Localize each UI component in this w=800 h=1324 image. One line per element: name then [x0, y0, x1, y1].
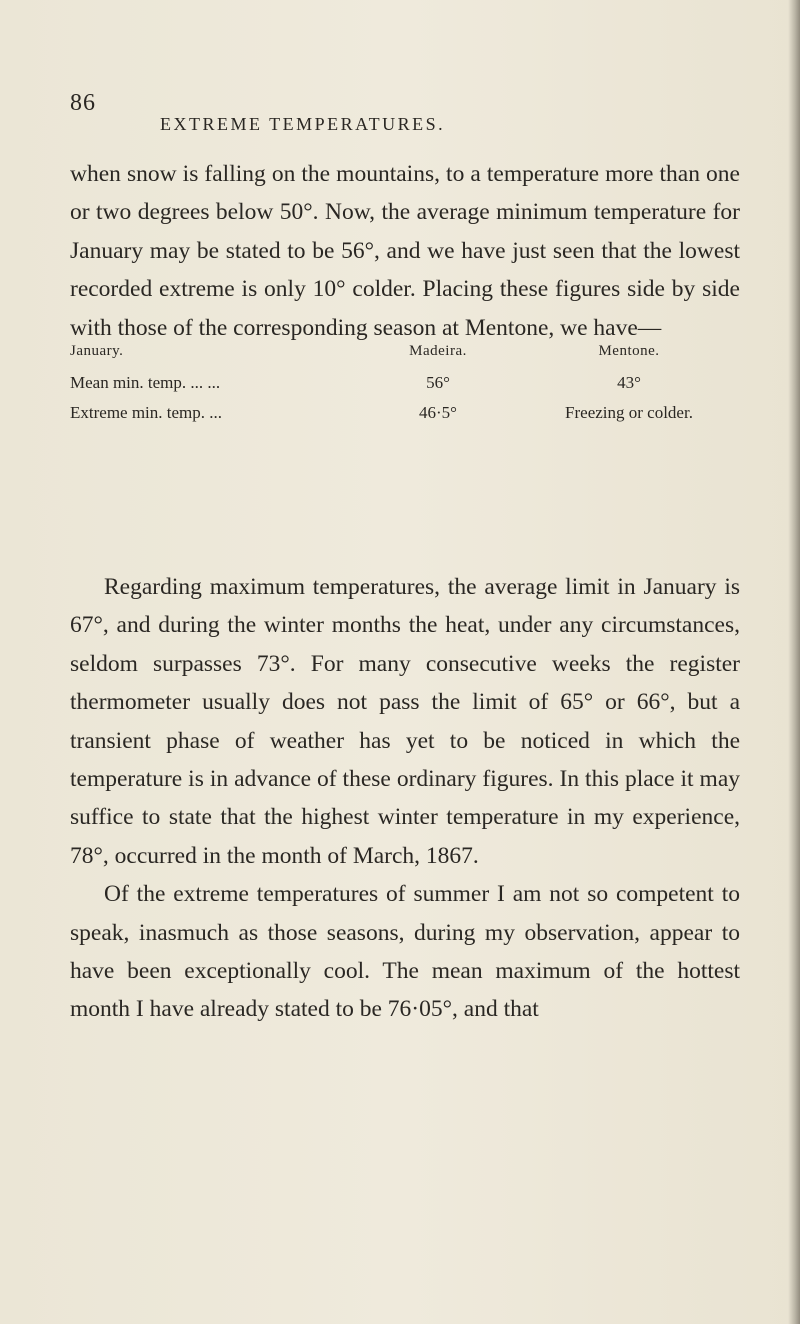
table-row-label: Extreme min. temp. ...: [70, 403, 223, 422]
table-cell-mentone: Freezing or colder.: [565, 403, 693, 422]
table-row: [70, 403, 740, 433]
table-header-month: January.: [70, 343, 124, 359]
paragraph-1: when snow is falling on the mountains, to a temperature more than one or two degrees below 50°. Now, the average minimum temperature for January may be stated to be 56°, and we have just seen that the lowest recorded extreme is only 10° colder. Placing these figures side by side with those of the corresponding season at Mentone, we have—: [70, 161, 740, 341]
table-cell-madeira: 56°: [426, 373, 450, 392]
table-row-label: Mean min. temp. ... ...: [70, 373, 221, 392]
table-cell-mentone: 43°: [617, 373, 641, 392]
table-row: [70, 373, 740, 403]
table-cell-madeira: 46·5°: [419, 403, 457, 422]
page-edge-shadow: [788, 0, 800, 1324]
temperature-table: [70, 343, 740, 433]
table-header-row: [70, 343, 740, 373]
paragraph-3: [70, 875, 740, 1029]
paragraph-2-text: Regarding maximum temperatures, the average limit in January is 67°, and during the winter months the heat, under any circumstances, seldom surpasses 73°. For many consecutive weeks the register thermometer usually does not pass the limit of 65° or 66°, but a transient phase of weather has yet to be noticed in which the temperature is in advance of these ordinary figures. In this place it may suffice to state that the highest winter temperature in my experience, 78°, occurred in the month of March, 1867.: [70, 574, 740, 869]
page-number: 86: [70, 90, 96, 116]
paragraph-2: [70, 568, 740, 875]
running-head: EXTREME TEMPERATURES.: [160, 114, 446, 134]
paragraph-3-text: Of the extreme temperatures of summer I am not so competent to speak, inasmuch as those seasons, during my observation, appear to have been exceptionally cool. The mean maximum of the hottest month I have already stated to be 76·05°, and that: [70, 881, 740, 1023]
table-header-mentone: Mentone.: [598, 343, 660, 359]
body-text-block: [70, 568, 740, 1029]
table-header-madeira: Madeira.: [409, 343, 467, 359]
